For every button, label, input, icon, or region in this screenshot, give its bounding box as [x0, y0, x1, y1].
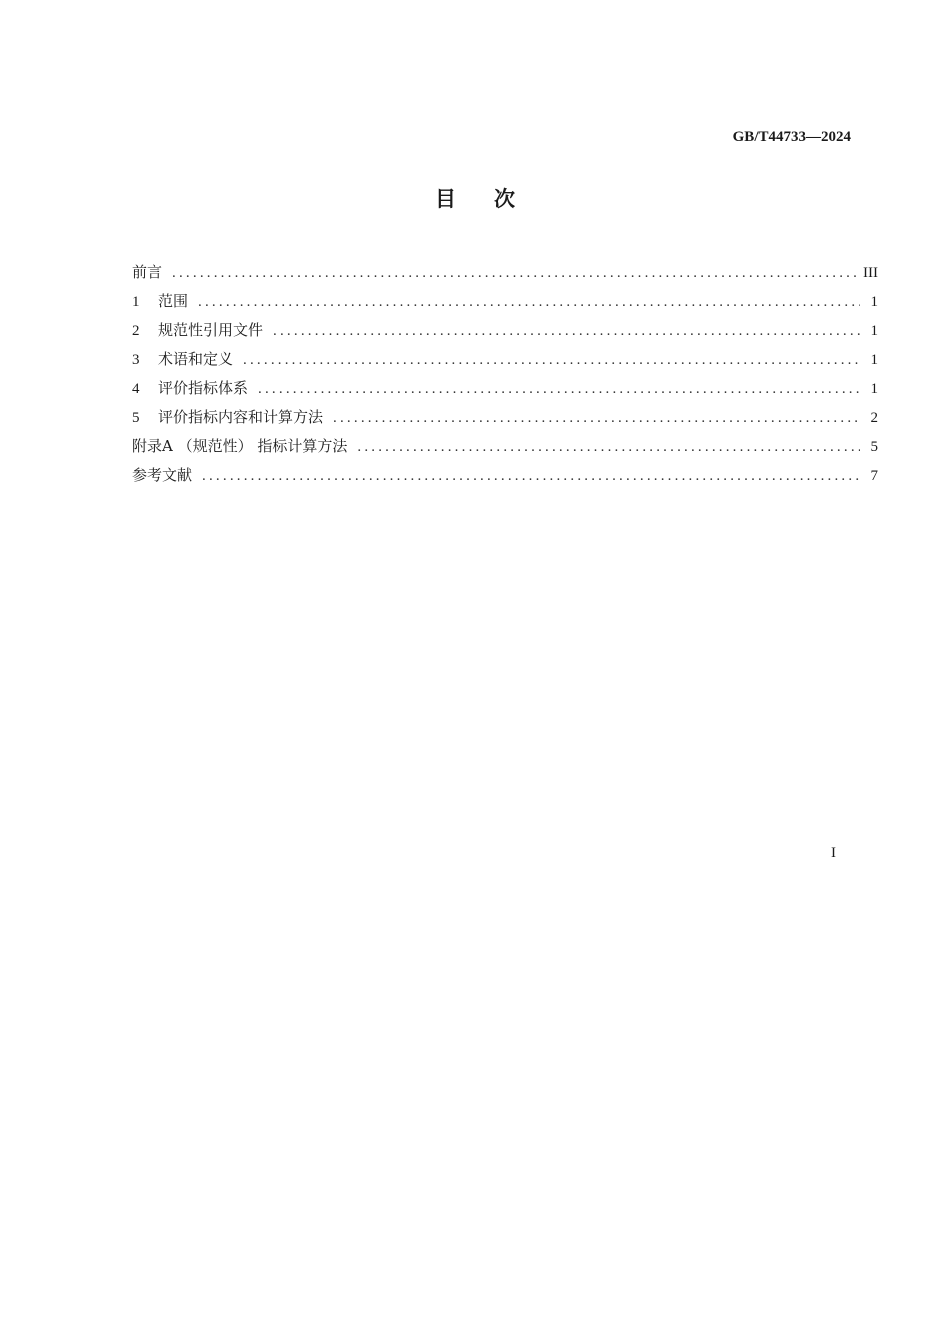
toc-entry-appendix-a[interactable]	[132, 435, 878, 464]
toc-entry-page: 1	[870, 323, 878, 339]
toc-entry-title: 范围	[158, 292, 189, 310]
toc-leader-dots	[357, 439, 860, 456]
toc-leader-dots	[273, 323, 860, 340]
toc-entry-title: 参考文献	[132, 466, 193, 484]
toc-entry-title: 附录A （规范性） 指标计算方法	[132, 437, 348, 455]
toc-entry-title: 评价指标内容和计算方法	[158, 408, 324, 426]
toc-entry-title: 规范性引用文件	[158, 321, 264, 339]
toc-entry-page: 7	[870, 468, 878, 484]
toc-entry-bibliography[interactable]	[132, 464, 878, 493]
toc-entry-number: 2	[132, 323, 140, 339]
toc-entry-number: 4	[132, 381, 140, 397]
toc-entry-title: 术语和定义	[158, 350, 234, 368]
toc-entry-scope[interactable]	[132, 290, 878, 319]
toc-entry-page: 1	[870, 352, 878, 368]
toc-entry-page: 1	[870, 294, 878, 310]
toc-entry-indicator-system[interactable]	[132, 377, 878, 406]
toc-entry-page: 2	[870, 410, 878, 426]
toc-entry-foreword[interactable]	[132, 261, 878, 290]
toc-entry-page: III	[863, 265, 878, 281]
toc-entry-title: 前言	[132, 263, 163, 281]
document-code: GB/T44733—2024	[732, 129, 851, 145]
toc-leader-dots	[198, 294, 860, 311]
title-char-2: 次	[494, 187, 515, 211]
title-char-1: 目	[435, 187, 456, 211]
toc-leader-dots	[333, 410, 860, 427]
toc-entry-page: 5	[870, 439, 878, 455]
toc-entry-page: 1	[870, 381, 878, 397]
toc-leader-dots	[202, 468, 860, 485]
toc-entry-terms-definitions[interactable]	[132, 348, 878, 377]
toc-entry-title: 评价指标体系	[158, 379, 249, 397]
toc-entry-number: 1	[132, 294, 140, 310]
toc-leader-dots	[243, 352, 860, 369]
page-title	[0, 183, 950, 213]
table-of-contents	[132, 261, 878, 493]
page-number: I	[831, 845, 836, 861]
toc-entry-normative-references[interactable]	[132, 319, 878, 348]
toc-leader-dots	[172, 265, 857, 282]
toc-entry-number: 3	[132, 352, 140, 368]
toc-entry-indicator-content[interactable]	[132, 406, 878, 435]
toc-entry-number: 5	[132, 410, 140, 426]
toc-leader-dots	[258, 381, 860, 398]
